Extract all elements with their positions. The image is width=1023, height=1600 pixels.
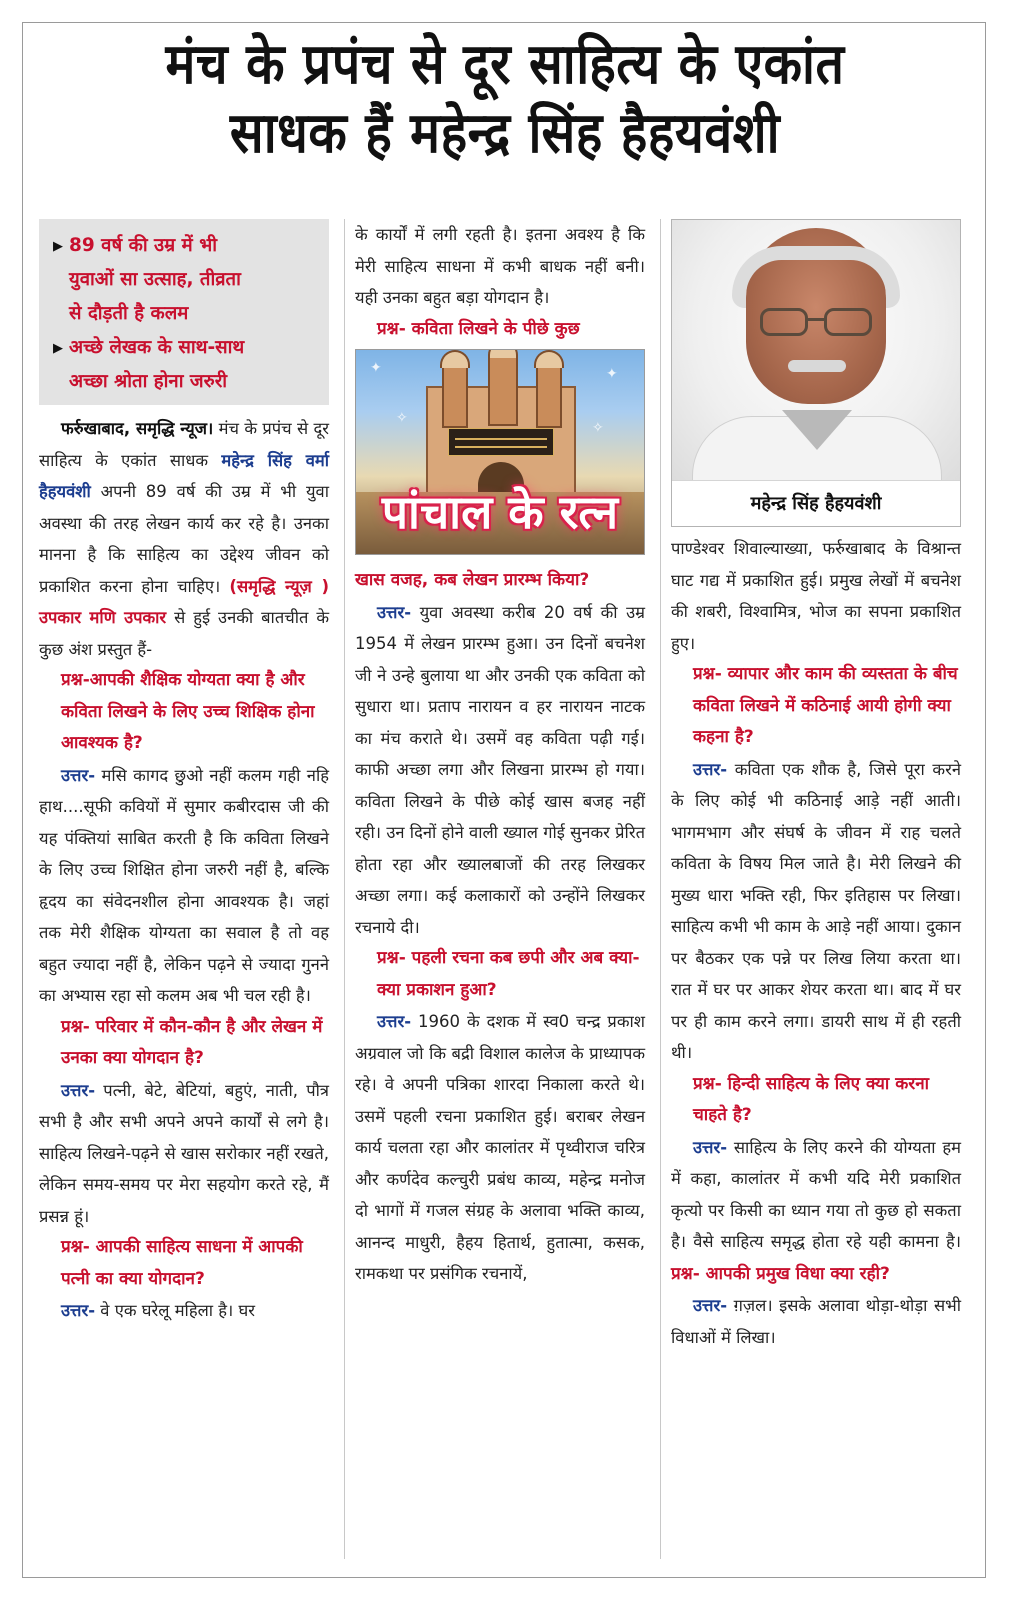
- intro-paragraph: [39, 413, 329, 665]
- answer-label: उत्तर-: [61, 765, 96, 785]
- question-part: प्रश्न- कविता लिखने के पीछे कुछ: [377, 318, 580, 339]
- portrait-image: [672, 220, 960, 482]
- highlight-line: 89 वर्ष की उम्र में भी: [69, 235, 217, 256]
- question: प्रश्न- व्यापार और काम की व्यस्तता के बीच कविता लिखने में कठिनाई आयी होगी क्या कहना है?: [693, 664, 958, 747]
- column-2: [355, 219, 645, 1290]
- answer-label: उत्तर-: [693, 1137, 728, 1157]
- column-1: [39, 219, 329, 1327]
- sparkle-icon: ✧: [396, 410, 408, 426]
- headline: [23, 29, 987, 168]
- interviewee-name: महेन्द्र सिंह वर्मा हैहयवंशी: [39, 450, 330, 501]
- question: प्रश्न- आपकी प्रमुख विधा क्या रही?: [671, 1263, 890, 1284]
- highlight-item: [53, 229, 319, 331]
- question: प्रश्न-आपकी शैक्षिक योग्यता क्या है और कविता लिखने के लिए उच्च शिक्षिक होना आवश्यक है?: [61, 670, 315, 753]
- dome: [440, 350, 470, 368]
- dateline: फर्रुखाबाद, समृद्धि न्यूज।: [61, 419, 214, 438]
- reporter-credit: (समृद्धि न्यूज़ ) उपकार मणि उपकार: [39, 576, 330, 627]
- panchal-ke-ratna-graphic: [355, 349, 645, 555]
- answer-label: उत्तर-: [61, 1301, 96, 1320]
- column-3: [671, 219, 961, 1353]
- continued-text: पाण्डेश्वर शिवाल्याख्या, फर्रुखाबाद के विश्रान्त घाट गद्य में प्रकाशित हुई। प्रमुख लेखों में बचनेश की शबरी, विश्वामित्र, भोज का सपना प्रकाशित हुए।: [671, 539, 961, 653]
- highlights-box: [39, 219, 329, 405]
- portrait-hair: [732, 246, 900, 308]
- column-divider: [344, 219, 345, 1559]
- question: प्रश्न- हिन्दी साहित्य के लिए क्या करना चाहते है?: [693, 1073, 930, 1125]
- answer: [355, 597, 645, 944]
- answer-label: उत्तर-: [693, 1296, 728, 1315]
- sparkle-icon: ✦: [370, 360, 382, 376]
- intro-text: मंच के प्रपंच से दूर साहित्य के एकांत साधक: [39, 419, 329, 470]
- highlight-item: [53, 331, 319, 399]
- highlight-line: से दौड़ती है कलम: [69, 303, 189, 324]
- question-part: खास वजह, कब लेखन प्रारम्भ किया?: [355, 570, 590, 590]
- highlight-line: अच्छे लेखक के साथ-साथ: [69, 337, 245, 358]
- answer-label: उत्तर-: [61, 1080, 96, 1100]
- answer: [671, 1290, 961, 1353]
- question: प्रश्न- पहली रचना कब छपी और अब क्या-क्या प्रकाशन हुआ?: [377, 948, 640, 1000]
- tower: [536, 366, 562, 428]
- answer-label: उत्तर-: [693, 759, 728, 779]
- answer-text: युवा अवस्था करीब 20 वर्ष की उम्र 1954 में लेखन प्रारम्भ हुआ। उन दिनों बचनेश जी ने उन्हे बुलाया था और उनकी एक कविता को सुधारा था। प्रताप नारायन व हर नारायन नाटक का मंच कराते थे। उसमें वह कविता पढ़ी गई। काफी अच्छा लगा और लिखना प्रारम्भ हो गया। कविता लिखने के पीछे कोई खास बजह नहीं रही। उन दिनों होने वाली ख्याल गोई सुनकर प्रेरित होता रहा और ख्यालबाजों की तरह लिखकर अच्छा लगा। कई कलाकारों को उन्होंने लिखकर रचनाये दी।: [355, 602, 645, 937]
- question: प्रश्न- आपकी साहित्य साधना में आपकी पत्नी का क्या योगदान?: [61, 1237, 303, 1289]
- answer: [671, 754, 961, 1069]
- answer: [39, 760, 329, 1012]
- highlight-line: युवाओं सा उत्साह, तीव्रता: [69, 269, 241, 290]
- glasses-icon: [754, 308, 878, 338]
- answer-text: कविता एक शौक है, जिसे पूरा करने के लिए कोई भी कठिनाई आड़े नहीं आती। भागमभाग और संघर्ष के जीवन में राह चलते कविता के विषय मिल जाते है। मेरी लिखने की मुख्य धारा भक्ति रही, फिर इतिहास पर लिखा। साहित्य कभी भी काम के आड़े नहीं आया। दुकान पर बैठकर एक पन्ने पर लिख लिया करता था। रात में घर पर आकर शेयर करता था। बाद में घर पर ही काम करने लगा। डायरी साथ में ही रहती थी।: [671, 759, 961, 1062]
- answer-text: वे एक घरेलू महिला है। घर: [100, 1301, 256, 1320]
- gate-signboard: [448, 428, 554, 456]
- column-divider: [660, 219, 661, 1559]
- portrait-photo: [671, 219, 961, 527]
- triangle-bullet-icon: ▶: [53, 341, 63, 356]
- continued-text: के कार्यों में लगी रहती है। इतना अवश्य है कि मेरी साहित्य साधना में कभी बाधक नहीं बनी। यही उनका बहुत बड़ा योगदान है।: [355, 225, 645, 307]
- dome: [534, 350, 564, 368]
- answer: [355, 1006, 645, 1290]
- answer-text: साहित्य के लिए करने की योग्यता हम में कहा, कालांतर में कभी यदि मेरी प्रकाशित कृत्यो पर किसी का ध्यान गया तो कुछ हो सकता है। वैसे साहित्य समृद्ध होता रहे यही कामना है।: [671, 1137, 961, 1251]
- sparkle-icon: ✧: [592, 420, 604, 436]
- answer-text: मसि कागद छुओ नहीं कलम गही नहि हाथ....सूफी कवियों में सुमार कबीरदास जी की यह पंक्तियां साबित करती है कि कविता लिखने के लिए उच्च शिक्षित होना जरुरी नहीं है, बल्कि हृदय का संवेदनशील होना आवश्यक है। जहां तक मेरी शैक्षिक योग्यता का सवाल है तो वह बहुत ज्यादा नहीं है, लेकिन पढ़ने से ज्यादा गुनने का अभ्यास रहा सो कलम अब भी चल रही है।: [39, 765, 329, 1005]
- answer-text: पत्नी, बेटे, बेटियां, बहुएं, नाती, पौत्र सभी है और सभी अपने अपने कार्यों से लगे है। साहित्य लिखने-पढ़ने से खास सरोकार नहीं रखते, लेकिन समय-समय पर मेरा सहयोग करते रहे, मैं प्रसन्न हूं।: [39, 1080, 329, 1226]
- highlight-line: अच्छा श्रोता होना जरुरी: [69, 371, 228, 392]
- portrait-mustache: [788, 360, 846, 372]
- tower: [442, 366, 468, 428]
- answer-text: ग़ज़ल। इसके अलावा थोड़ा-थोड़ा सभी विधाओं में लिखा।: [671, 1296, 961, 1347]
- tower: [488, 356, 518, 426]
- answer-label: उत्तर-: [377, 1012, 412, 1031]
- photo-caption: महेन्द्र सिंह हैहयवंशी: [672, 480, 960, 526]
- headline-line-2: साधक हैं महेन्द्र सिंह हैहयवंशी: [229, 100, 781, 166]
- question: प्रश्न- परिवार में कौन-कौन है और लेखन में उनका क्या योगदान है?: [61, 1016, 323, 1068]
- headline-line-1: मंच के प्रपंच से दूर साहित्य के एकांत: [165, 31, 845, 97]
- answer-label: उत्तर-: [377, 602, 412, 622]
- newspaper-page: [22, 22, 986, 1578]
- answer: [671, 1132, 961, 1291]
- triangle-bullet-icon: ▶: [53, 239, 63, 254]
- answer: [39, 1295, 329, 1327]
- answer: [39, 1075, 329, 1233]
- intro-text: अपनी 89 वर्ष की उम्र में भी युवा अवस्था की तरह लेखन कार्य कर रहे है। उनका मानना है कि साहित्य का उद्देश्य जीवन को प्रकाशित करना होना चाहिए।: [39, 482, 329, 596]
- sparkle-icon: ✦: [606, 366, 618, 382]
- graphic-title: पांचाल के रत्न: [381, 485, 619, 539]
- dome: [488, 349, 518, 358]
- intro-text: से हुई उनकी बातचीत के कुछ अंश प्रस्तुत हैं-: [39, 608, 330, 659]
- answer-text: 1960 के दशक में स्व0 चन्द्र प्रकाश अग्रवाल जो कि बद्री विशाल कालेज के प्राध्यापक रहे। वे अपनी पत्रिका शारदा निकाला करते थे। उसमें पहली रचना प्रकाशित हुई। बराबर लेखन कार्य चलता रहा और कालांतर में पृथ्वीराज चरित्र और कर्णदेव कल्चुरी प्रबंध काव्य, महेन्द्र मनोज दो भागों में गजल संग्रह के अलावा भक्ति काव्य, आनन्द माधुरी, हैहय हितार्थ, हुतात्मा, कसक, रामकथा पर प्रसंगिक रचनायें,: [355, 1012, 645, 1283]
